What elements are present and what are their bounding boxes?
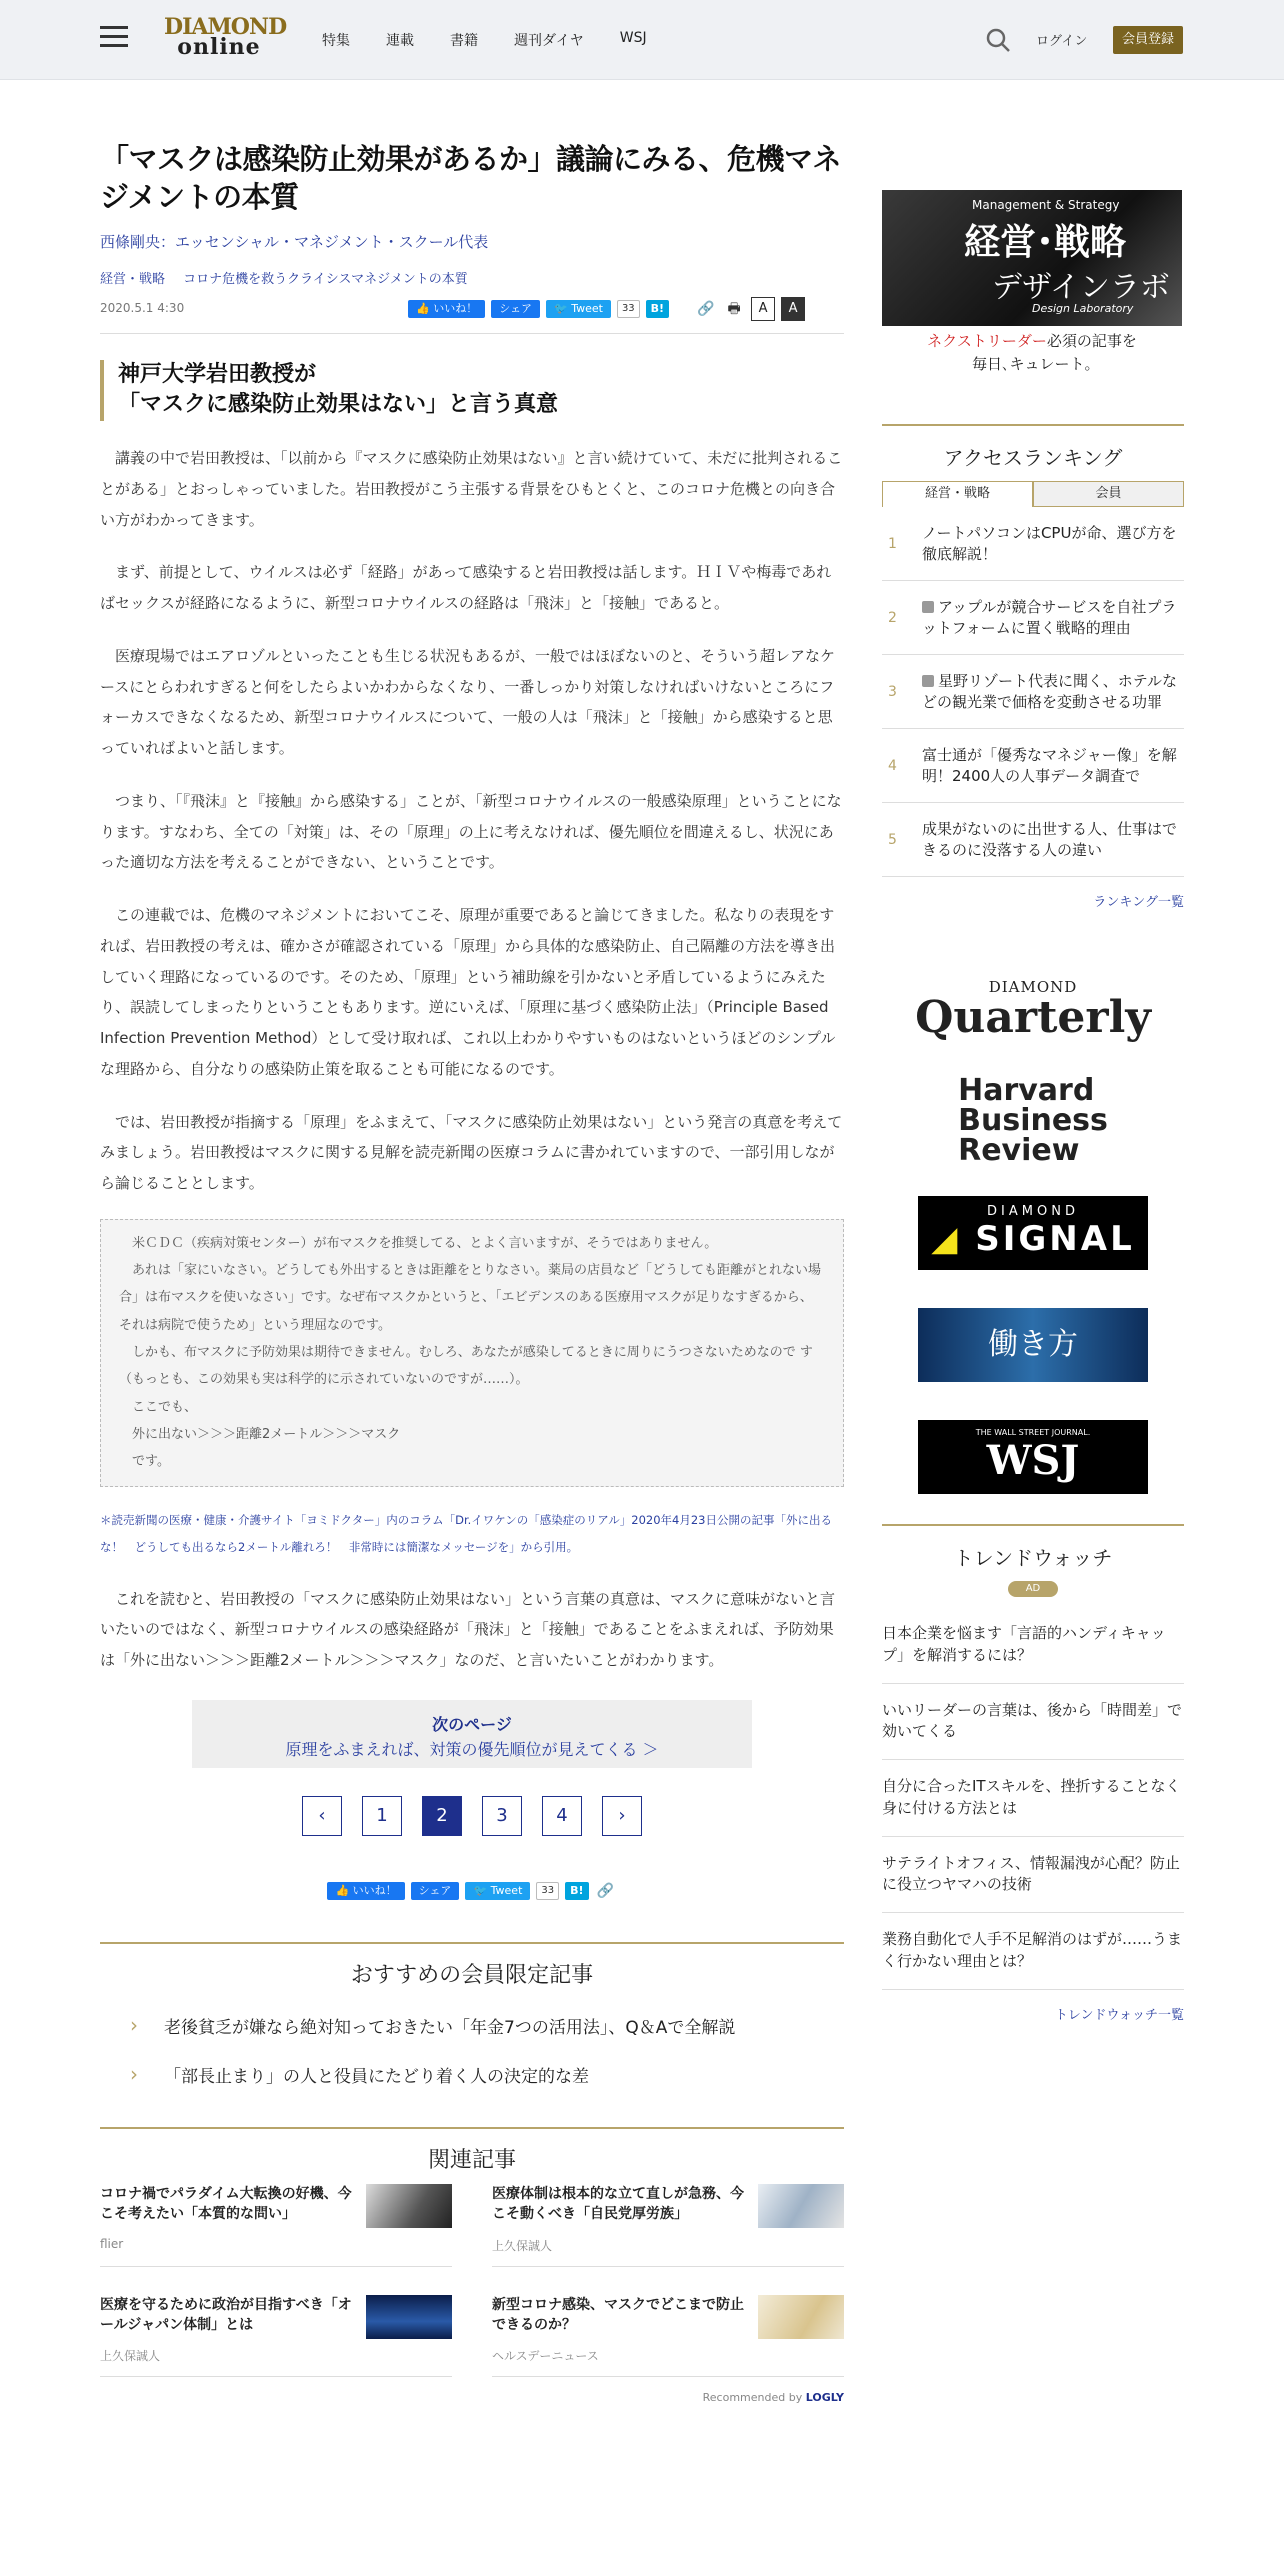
related-thumbnail [366, 2295, 452, 2339]
tweet-count: 33 [536, 1882, 559, 1900]
ranking-item[interactable] [882, 803, 1184, 877]
trend-heading: トレンドウォッチ [953, 1546, 1113, 1570]
hbr-line1: Harvard [958, 1073, 1095, 1108]
site-header [0, 0, 1284, 80]
related-thumbnail [758, 2184, 844, 2228]
related-card[interactable] [100, 2184, 452, 2267]
rank-title-wrap [922, 671, 1184, 712]
publish-date: 2020.5.1 4:30 [100, 300, 185, 315]
brand-banners [882, 964, 1184, 1502]
related-source: flier [100, 2236, 124, 2251]
logo-bottom: online [177, 34, 261, 60]
next-page-icon[interactable]: › [602, 1796, 642, 1836]
nav-series[interactable]: 連載 [386, 33, 414, 49]
link-copy-icon[interactable]: 🔗 [697, 300, 715, 317]
rank-title: アップルが競合サービスを自社プラットフォームに置く戦略的理由 [922, 598, 1177, 637]
related-thumbnail [758, 2295, 844, 2339]
quote-line: 米ＣＤＣ（疾病対策センター）が布マスクを推奨してる、とよく言いますが、そうではありません。 [132, 1235, 718, 1251]
quarterly-small: DIAMOND [988, 978, 1078, 996]
page-3[interactable]: 3 [482, 1796, 522, 1836]
recommended-title: 老後貧乏が嫌なら絶対知っておきたい「年金7つの活用法」、Q＆Aで全解説 [164, 2017, 736, 2038]
search-icon[interactable] [984, 26, 1012, 54]
page-4[interactable]: 4 [542, 1796, 582, 1836]
paragraph: 医療現場ではエアロゾルといったことも生じる状況もあるが、一般ではほぼないのと、そういう超レアなケースにとらわれすぎると何をしたらよいかわからなくなり、一番しっかり対策しなければいけないところにフォーカスできなくなるため、新型コロナウイルスについて、一般の人は「飛沫」と「接触」から感染すると思っていればよいと話します。 [100, 646, 836, 758]
rank-number: 1 [888, 535, 897, 552]
rank-number: 3 [888, 683, 897, 700]
like-label: いいね！ [352, 1883, 397, 1897]
quote-line: 外に出ない＞＞＞距離2メートル＞＞＞マスク [132, 1426, 401, 1442]
recommended-by-text: Recommended by [702, 2391, 803, 2405]
nav-feature[interactable]: 特集 [322, 33, 350, 49]
tweet-label: Tweet [571, 301, 603, 315]
sidebar [882, 190, 1184, 2023]
related-card[interactable] [492, 2184, 844, 2267]
rank-title: 成果がないのに出世する人、仕事はできるのに没落する人の違い [922, 820, 1178, 859]
ranking-item[interactable] [882, 729, 1184, 803]
article [100, 140, 844, 2404]
rank-number: 2 [888, 609, 897, 626]
tweet-button[interactable]: 🐦 Tweet [465, 1882, 530, 1900]
recommended-heading: おすすめの会員限定記事 [100, 1942, 844, 1989]
nav-books[interactable]: 書籍 [450, 33, 478, 49]
pagination [100, 1796, 844, 1836]
rank-title: 星野リゾート代表に聞く、ホテルなどの観光業で価格を変動させる功罪 [922, 672, 1177, 711]
signal-small: DIAMOND [987, 1204, 1079, 1219]
article-meta [100, 297, 844, 334]
trend-item[interactable]: 業務自動化で人手不足解消のはずが……うまく行かない理由とは？ [882, 1913, 1184, 1990]
author-link[interactable]: 西條剛央：エッセンシャル・マネジメント・スクール代表 [100, 232, 489, 251]
section-heading-line1: 神戸大学岩田教授が [118, 361, 317, 387]
trend-watch [882, 1524, 1184, 2023]
wsj-title: WSJ [986, 1437, 1080, 1484]
related-thumbnail [366, 2184, 452, 2228]
related-title: 医療体制は根本的な立て直しが急務、今こそ動くべき「自民党厚労族」 [492, 2185, 744, 2223]
rank-number: 4 [888, 757, 897, 774]
hbr-line2: Business [958, 1103, 1108, 1138]
font-size-large-button[interactable]: A [781, 297, 805, 321]
rank-title: ノートパソコンはCPUが命、選び方を徹底解説！ [922, 524, 1177, 563]
design-lab-banner[interactable] [882, 190, 1182, 386]
banner-caption-line2: 毎日､キュレート｡ [971, 354, 1092, 373]
register-button[interactable]: 会員登録 [1113, 26, 1183, 54]
hbr-banner[interactable] [882, 1073, 1184, 1168]
nav-weekly[interactable]: 週刊ダイヤ [514, 33, 584, 49]
tab-strategy[interactable]: 経営・戦略 [882, 481, 1033, 507]
blockquote [100, 1219, 844, 1487]
tab-members[interactable]: 会員 [1033, 481, 1184, 507]
page-2-current[interactable]: 2 [422, 1796, 462, 1836]
banner-caption-rest: 必須の記事を [1046, 332, 1137, 350]
print-icon[interactable]: 🖶 [727, 300, 741, 317]
banner-caption [882, 326, 1182, 386]
ranking-tabs [882, 481, 1184, 507]
access-ranking [882, 424, 1184, 910]
recommended-item[interactable] [100, 2013, 844, 2038]
link-copy-icon[interactable]: 🔗 [596, 1882, 615, 1899]
paragraph: 講義の中で岩田教授は、「以前から『マスクに感染防止効果はない』と言い続けていて、未だに批判されることがある」とおっしゃっていました。岩田教授がこう主張する背景をひもとくと、このコロナ危機との向き合い方がわかってきます。 [100, 449, 843, 529]
ranking-more-link[interactable]: ランキング一覧 [1093, 895, 1184, 910]
global-nav [322, 30, 683, 50]
related-source: ヘルスデーニュース [492, 2349, 599, 2364]
chevron-right-icon: › [130, 2013, 138, 2038]
paragraph: この連載では、危機のマネジメントにおいてこそ、原理が重要であると論じてきました。私なりの表現をすれば、岩田教授の考えは、確かさが確認されている「原理」から具体的な感染防止、自己隔離の方法を導き出していく理路になっているのです。そのため、「原理」という補助線を引かないと矛盾しているようにみえたり、誤読してしまったりということもあります。逆にいえば、「原理に基づく感染防止法」（Principle Based Infection Prevention Method）として受け取れば、これ以上わかりやすいものはないというほどのシンプルな理路から、自分なりの感染防止策を取ることも可能になるのです。 [100, 906, 836, 1078]
facebook-share-button[interactable]: シェア [411, 1882, 460, 1900]
quote-line: ここでも、 [132, 1399, 198, 1415]
related-heading: 関連記事 [100, 2127, 844, 2174]
quote-line: です。 [132, 1454, 170, 1470]
logly-logo: LOGLY [805, 2391, 844, 2405]
lock-icon [922, 675, 934, 687]
ad-badge: AD [1008, 1581, 1058, 1597]
recommended-item[interactable] [100, 2062, 844, 2087]
banner-title-2: デザインラボ [992, 270, 1170, 305]
banner-small-text: Management & Strategy [972, 198, 1120, 212]
tweet-button[interactable]: 🐦 Tweet [546, 300, 611, 318]
tweet-label: Tweet [490, 1883, 523, 1897]
section-heading-line2: 「マスクに感染防止効果はない」と言う真意 [118, 392, 559, 418]
chevron-right-icon: › [130, 2062, 138, 2087]
quarterly-banner[interactable] [882, 964, 1184, 1054]
next-page-link[interactable] [192, 1700, 752, 1768]
signal-title: SIGNAL [975, 1219, 1135, 1259]
related-title: 医療を守るために政治が目指すべき「オールジャパン体制」とは [100, 2296, 352, 2333]
paragraph: では、岩田教授が指摘する「原理」をふまえて、「マスクに感染防止効果はない」という発言の真意を考えてみましょう。岩田教授はマスクに関する見解を読売新聞の医療コラムに書かれていますので、一部引用しながら論じることとします。 [100, 1112, 843, 1193]
recommended-title: 「部長止まり」の人と役員にたどり着く人の決定的な差 [164, 2066, 589, 2087]
banner-caption-red: ネクストリーダー [927, 332, 1047, 350]
citation-note[interactable]: ＊読売新聞の医療・健康・介護サイト「ヨミドクター」内のコラム「Dr.イワケンの「感染症のリアル」2020年4月23日公開の記事「外に出るな！ どうしても出るなら2メートル離れろ！ 非常時には簡潔なメッセージを」から引用。 [100, 1512, 832, 1555]
wsj-banner[interactable] [882, 1412, 1184, 1502]
ranking-item[interactable] [882, 581, 1184, 655]
ranking-heading: アクセスランキング [943, 446, 1123, 470]
recommended-list [100, 2013, 844, 2087]
related-title: 新型コロナ感染、マスクでどこまで防止できるのか？ [492, 2296, 744, 2333]
tweet-count: 33 [617, 300, 640, 318]
related-title: コロナ禍でパラダイム大転換の好機、今こそ考えたい「本質的な問い」 [100, 2185, 352, 2223]
rank-title: 富士通が「優秀なマネジャー像」を解明！2400人の人事データ調査で [922, 746, 1177, 785]
nav-wsj[interactable]: WSJ [619, 30, 647, 46]
quarterly-title: Quarterly [915, 992, 1151, 1043]
quote-line: あれは「家にいなさい。どうしても外出するときは距離をとりなさい。薬局の店員など「どうしても距離がとれない場合」は布マスクを使いなさい」です。なぜ布マスクかというと、「エビデンスのある医療用マスクが足りなすぎるから、それは病院で使うため」という理屈なのです。 [119, 1263, 822, 1333]
related-section [100, 2127, 844, 2404]
quote-line: しかも、布マスクに予防効果は期待できません。むしろ、あなたが感染してるときに周りにうつさないためなので す（もっとも、この効果も実は科学的に示されていないのですが……）。 [119, 1345, 813, 1388]
like-label: いいね！ [433, 301, 478, 315]
facebook-like-button[interactable]: 👍 いいね！ [327, 1882, 404, 1900]
banner-image [882, 190, 1182, 326]
share-bar [408, 297, 805, 321]
hatarakikata-title: 働き方 [918, 1308, 1148, 1382]
prev-page-icon[interactable]: ‹ [302, 1796, 342, 1836]
rank-title-wrap [922, 597, 1184, 638]
hbr-line3: Review [958, 1133, 1080, 1168]
trend-item[interactable]: 自分に合ったITスキルを、挫折することなく身に付ける方法とは [882, 1760, 1184, 1837]
ranking-item[interactable] [882, 507, 1184, 581]
next-page-title: 原理をふまえれば、対策の優先順位が見えてくる ＞ [285, 1739, 659, 1759]
site-logo[interactable] [164, 14, 287, 60]
facebook-share-button[interactable]: シェア [491, 300, 540, 318]
ranking-item[interactable] [882, 655, 1184, 729]
banner-title-1: 経営･戦略 [964, 221, 1127, 263]
paragraph: これを読むと、岩田教授の「マスクに感染防止効果はない」という言葉の真意は、マスクに意味がないと言いたいのではなく、新型コロナウイルスの感染経路が「飛沫」と「接触」であることをふまえれば、予防効果は「外に出ない＞＞＞距離2メートル＞＞＞マスク」なのだ、と言いたいことがわかります。 [100, 1589, 836, 1670]
facebook-like-button[interactable]: 👍 いいね！ [408, 300, 485, 318]
related-card[interactable] [492, 2295, 844, 2378]
recommended-section [100, 1942, 844, 2087]
hatarakikata-banner[interactable] [882, 1300, 1184, 1390]
related-source: 上久保誠人 [492, 2238, 553, 2253]
paragraph: まず、前提として、ウイルスは必ず「経路」があって感染すると岩田教授は話します。ＨＩＶや梅毒であればセックスが経路になるように、新型コロナウイルスの経路は「飛沫」と「接触」であると。 [100, 563, 832, 613]
category-link[interactable]: 経営・戦略 [100, 271, 166, 287]
series-link[interactable]: コロナ危機を救うクライシスマネジメントの本質 [183, 271, 468, 287]
trend-item[interactable]: いいリーダーの言葉は、後から「時間差」で効いてくる [882, 1684, 1184, 1761]
lock-icon [922, 601, 934, 613]
logly-credit[interactable] [100, 2391, 844, 2404]
section-heading [100, 360, 844, 422]
banner-subtitle: Design Laboratory [1032, 302, 1134, 315]
trend-item[interactable]: 日本企業を悩ます「言語的ハンディキャップ」を解消するには？ [882, 1607, 1184, 1684]
article-title: 「マスクは感染防止効果があるか」議論にみる、危機マネジメントの本質 [100, 142, 842, 215]
trend-item[interactable]: サテライトオフィス、情報漏洩が心配？防止に役立つヤマハの技術 [882, 1837, 1184, 1914]
font-size-small-button[interactable]: A [751, 297, 775, 321]
wsj-small: THE WALL STREET JOURNAL. [975, 1428, 1091, 1437]
category-links [100, 268, 844, 287]
signal-mark-icon: ◢ [931, 1219, 976, 1259]
paragraph: つまり、「『飛沫』と『接触』から感染する」ことが、「新型コロナウイルスの一般感染原理」ということになります。すなわち、全ての「対策」は、その「原理」の上に考えなければ、優先順位を間違えるし、状況にあった適切な方法を考えることができない、ということです。 [100, 791, 842, 872]
rank-number: 5 [888, 831, 897, 848]
related-source: 上久保誠人 [100, 2349, 161, 2364]
menu-icon[interactable] [100, 26, 128, 48]
login-link[interactable]: ログイン [1036, 34, 1088, 49]
related-grid [100, 2184, 844, 2377]
hatena-button[interactable]: B! [565, 1882, 588, 1900]
share-bar-bottom [100, 1880, 844, 1902]
trend-more-link[interactable]: トレンドウォッチ一覧 [1054, 2007, 1184, 2023]
next-page-label: 次のページ [432, 1714, 512, 1734]
related-card[interactable] [100, 2295, 452, 2378]
logo-top: DIAMOND [164, 14, 287, 40]
hatena-button[interactable]: B! [646, 300, 669, 318]
page-1[interactable]: 1 [362, 1796, 402, 1836]
signal-banner[interactable] [882, 1188, 1184, 1278]
